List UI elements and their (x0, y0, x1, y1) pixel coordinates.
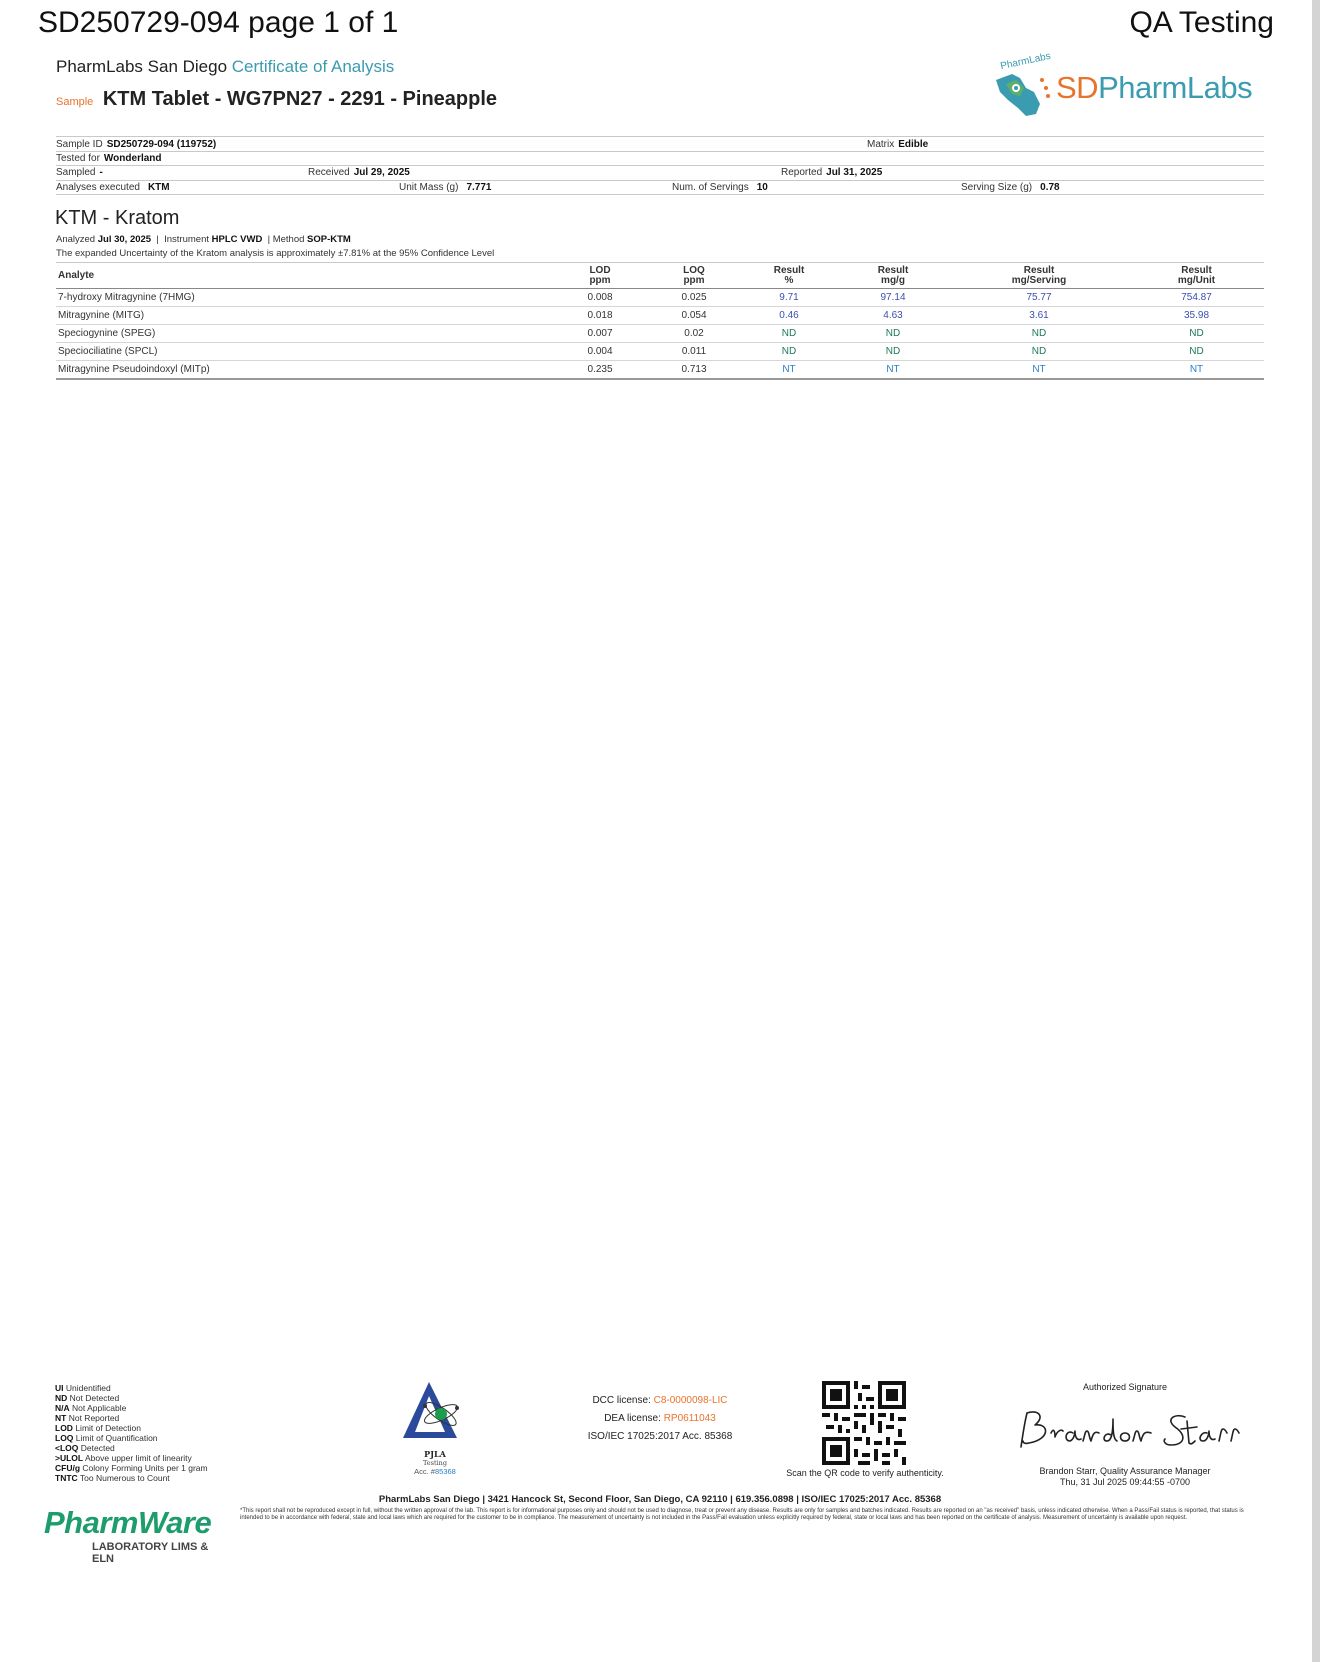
instrument-value: HPLC VWD (211, 234, 263, 245)
legend-abbr: TNTC (55, 1473, 78, 1483)
logo-wordmark (1056, 70, 1252, 106)
legend-abbr: N/A (55, 1403, 70, 1413)
dea-value: RP0611043 (663, 1413, 716, 1424)
sample-id-value: SD250729-094 (119752) (106, 139, 217, 150)
legend-item (55, 1393, 208, 1403)
legend-text: Limit of Detection (75, 1423, 141, 1433)
legend-item (55, 1413, 208, 1423)
dcc-license (560, 1392, 760, 1410)
pharmware-wordmark: PharmWare (44, 1505, 212, 1540)
info-row-2 (56, 151, 1264, 165)
dcc-value: C8-0000098-LIC (653, 1395, 728, 1406)
legend-item (55, 1473, 208, 1483)
pjla-triangle-icon (395, 1380, 475, 1442)
col-lod-label: LOD (589, 265, 611, 276)
col-analyte (56, 263, 553, 289)
legend-item (55, 1403, 208, 1413)
result-mg-serving: NT (949, 361, 1129, 380)
loq-value: 0.054 (647, 307, 741, 325)
servings-label: Num. of Servings (672, 182, 749, 193)
dea-label: DEA license: (604, 1413, 661, 1424)
table-row (56, 361, 1264, 380)
method-label: Method (272, 234, 305, 245)
iso-accreditation: ISO/IEC 17025:2017 Acc. 85368 (587, 1431, 733, 1442)
abbreviation-legend (55, 1383, 208, 1483)
legend-text: Not Reported (68, 1413, 120, 1423)
lab-header (56, 57, 394, 77)
sample-name: KTM Tablet - WG7PN27 - 2291 - Pineapple (102, 88, 498, 110)
signatory-block (1010, 1466, 1240, 1488)
result-mg-serving: ND (949, 325, 1129, 343)
analyses-label: Analyses executed (56, 182, 140, 193)
lab-address: PharmLabs San Diego | 3421 Hancock St, Second Floor, San Diego, CA 92110 | 619.356.0898 | ISO/IEC 17025:2017 Acc. 85368 (378, 1494, 942, 1505)
result-mg-serving: ND (949, 343, 1129, 361)
sampled-label: Sampled (56, 167, 96, 178)
legend-text: Colony Forming Units per 1 gram (82, 1463, 208, 1473)
verification-qr-code[interactable] (822, 1381, 906, 1465)
tested-for-label: Tested for (56, 153, 100, 164)
section-title: KTM - Kratom (55, 207, 180, 229)
result-mg-g: ND (837, 343, 949, 361)
result-percent: ND (741, 325, 837, 343)
top-bar (0, 0, 1312, 50)
col-lod (553, 263, 647, 289)
loq-value: 0.011 (647, 343, 741, 361)
sample-id-label: Sample ID (56, 139, 103, 150)
table-row (56, 325, 1264, 343)
pjla-testing: Testing (422, 1459, 448, 1467)
col-result-label: Result (877, 265, 909, 276)
legend-text: Limit of Quantification (75, 1433, 158, 1443)
result-mg-g: 4.63 (837, 307, 949, 325)
legend-abbr: CFU/g (55, 1463, 81, 1473)
legend-text: Not Applicable (72, 1403, 127, 1413)
uncertainty-note: The expanded Uncertainty of the Kratom analysis is approximately ±7.81% at the 95% Confidence Level (56, 248, 495, 259)
unit-mass-label: Unit Mass (g) (399, 182, 459, 193)
legend-item (55, 1463, 208, 1473)
result-mg-unit: 754.87 (1129, 289, 1264, 307)
legal-disclaimer: *This report shall not be reproduced except in full, without the written approval of the lab. This report is for informational purposes only and should not be used to diagnose, treat or prevent any disease. Results are only for samples and batches indicated. Results are reported on an "as received" basis, unless indicated otherwise. When a Pass/Fail status is reported, that status is intended to be in accordance with federal, state and local laws which are required for the customer to be in compliance. The measurement of uncertainty is not included in the Pass/Fail evaluation unless explicitly required by federal, state or local laws and has been reported on the certificate of analysis. Measurement of uncertainty is available upon request. (240, 1508, 1244, 1521)
analyte-name: 7-hydroxy Mitragynine (7HMG) (56, 289, 553, 307)
loq-value: 0.02 (647, 325, 741, 343)
col-loq-label: LOQ (683, 265, 705, 276)
result-mg-unit: ND (1129, 325, 1264, 343)
result-percent: 9.71 (741, 289, 837, 307)
received-value: Jul 29, 2025 (353, 167, 410, 178)
signature-heading: Authorized Signature (1082, 1382, 1168, 1392)
logo-sd: SD (1056, 70, 1099, 105)
analyte-name: Speciogynine (SPEG) (56, 325, 553, 343)
dea-license (560, 1410, 760, 1428)
pjla-acc-number: 85368 (434, 1467, 456, 1476)
logo-pharmlabs: PharmLabs (1098, 70, 1253, 105)
legend-abbr: <LOQ (55, 1443, 79, 1453)
result-mg-unit: ND (1129, 343, 1264, 361)
col-loq-unit: ppm (683, 275, 705, 286)
legend-text: Above upper limit of linearity (85, 1453, 192, 1463)
col-result-unit: mg/Unit (1177, 275, 1216, 286)
pharmware-tagline: LABORATORY LIMS & ELN (92, 1541, 209, 1565)
sampled-value: - (99, 167, 103, 178)
legend-abbr: LOQ (55, 1433, 74, 1443)
servings-value: 10 (756, 182, 768, 193)
table-row (56, 307, 1264, 325)
lod-value: 0.008 (553, 289, 647, 307)
serving-size-value: 0.78 (1040, 182, 1060, 193)
result-mg-g: ND (837, 325, 949, 343)
col-analyte-label: Analyte (58, 270, 95, 281)
col-lod-unit: ppm (589, 275, 611, 286)
dcc-label: DCC license: (592, 1395, 651, 1406)
table-row (56, 289, 1264, 307)
analyses-value: KTM (147, 182, 170, 193)
legend-text: Unidentified (65, 1383, 111, 1393)
loq-value: 0.713 (647, 361, 741, 380)
signature-timestamp: Thu, 31 Jul 2025 09:44:55 -0700 (1059, 1477, 1191, 1487)
document-type: Certificate of Analysis (231, 57, 395, 76)
pjla-name: PJLA (424, 1449, 446, 1459)
legend-text: Too Numerous to Count (79, 1473, 170, 1483)
result-percent: NT (741, 361, 837, 380)
info-row-4 (56, 180, 1264, 194)
result-percent: 0.46 (741, 307, 837, 325)
sdpharmlabs-logo (990, 50, 1270, 122)
lod-value: 0.007 (553, 325, 647, 343)
legend-abbr: UI (55, 1383, 64, 1393)
reported-label: Reported (781, 167, 823, 178)
analysis-meta: Analyzed Jul 30, 2025 | Instrument HPLC VWD | Method SOP-KTM (56, 234, 351, 245)
col-result-label: Result (1023, 265, 1055, 276)
logo-arc-text: PharmLabs (999, 50, 1052, 73)
legend-abbr: LOD (55, 1423, 73, 1433)
table-row (56, 343, 1264, 361)
analyzed-value: Jul 30, 2025 (97, 234, 152, 245)
pjla-acc-label: Acc. # (414, 1467, 435, 1476)
lod-value: 0.004 (553, 343, 647, 361)
analyte-name: Speciociliatine (SPCL) (56, 343, 553, 361)
method-value: SOP-KTM (307, 234, 351, 245)
result-mg-unit: 35.98 (1129, 307, 1264, 325)
lod-value: 0.018 (553, 307, 647, 325)
col-result-percent (741, 263, 837, 289)
info-row-3 (56, 165, 1264, 179)
legend-abbr: >ULOL (55, 1453, 84, 1463)
pjla-accreditation-badge (395, 1380, 475, 1476)
col-result-mg-unit (1129, 263, 1264, 289)
legend-text: Detected (80, 1443, 115, 1453)
col-result-label: Result (773, 265, 805, 276)
pharmware-logo (44, 1505, 214, 1565)
col-result-unit: mg/g (881, 275, 905, 286)
lod-value: 0.235 (553, 361, 647, 380)
loq-value: 0.025 (647, 289, 741, 307)
reported-value: Jul 31, 2025 (826, 167, 883, 178)
page-id-title: SD250729-094 page 1 of 1 (38, 6, 399, 39)
table-header-row (56, 263, 1264, 289)
legend-abbr: NT (55, 1413, 67, 1423)
result-mg-unit: NT (1129, 361, 1264, 380)
result-mg-serving: 3.61 (949, 307, 1129, 325)
matrix-label: Matrix (867, 139, 895, 150)
col-result-mg-serving (949, 263, 1129, 289)
sample-tag: Sample (56, 96, 94, 108)
handwritten-signature (1015, 1403, 1245, 1461)
signatory-name: Brandon Starr, Quality Assurance Manager (1039, 1466, 1211, 1476)
results-table (56, 262, 1264, 380)
analyte-name: Mitragynine (MITG) (56, 307, 553, 325)
col-loq (647, 263, 741, 289)
legend-item (55, 1453, 208, 1463)
result-mg-g: 97.14 (837, 289, 949, 307)
legend-item (55, 1433, 208, 1443)
sample-header (56, 88, 497, 111)
unit-mass-value: 7.771 (466, 182, 492, 193)
received-label: Received (308, 167, 350, 178)
scrollbar-track[interactable] (1312, 0, 1320, 1662)
col-result-unit: mg/Serving (1011, 275, 1067, 286)
col-result-mg-g (837, 263, 949, 289)
result-percent: ND (741, 343, 837, 361)
col-result-label: Result (1181, 265, 1212, 276)
analyte-name: Mitragynine Pseudoindoxyl (MITp) (56, 361, 553, 380)
result-mg-g: NT (837, 361, 949, 380)
instrument-label: Instrument (164, 234, 210, 245)
result-mg-serving: 75.77 (949, 289, 1129, 307)
matrix-value: Edible (898, 139, 929, 150)
lab-name: PharmLabs San Diego (56, 57, 228, 76)
analyzed-label: Analyzed (56, 234, 96, 245)
legend-item (55, 1443, 208, 1453)
tested-for-value: Wonderland (103, 153, 162, 164)
info-row-1 (56, 137, 1264, 151)
col-result-unit: % (784, 275, 794, 286)
serving-size-label: Serving Size (g) (961, 182, 1033, 193)
pjla-accreditation (395, 1467, 475, 1476)
legend-text: Not Detected (69, 1393, 120, 1403)
license-info (560, 1392, 760, 1446)
qa-testing-label: QA Testing (1129, 6, 1274, 39)
divider (56, 194, 1264, 195)
legend-item (55, 1423, 208, 1433)
legend-abbr: ND (55, 1393, 68, 1403)
qr-caption: Scan the QR code to verify authenticity. (786, 1468, 944, 1478)
legend-item (55, 1383, 208, 1393)
